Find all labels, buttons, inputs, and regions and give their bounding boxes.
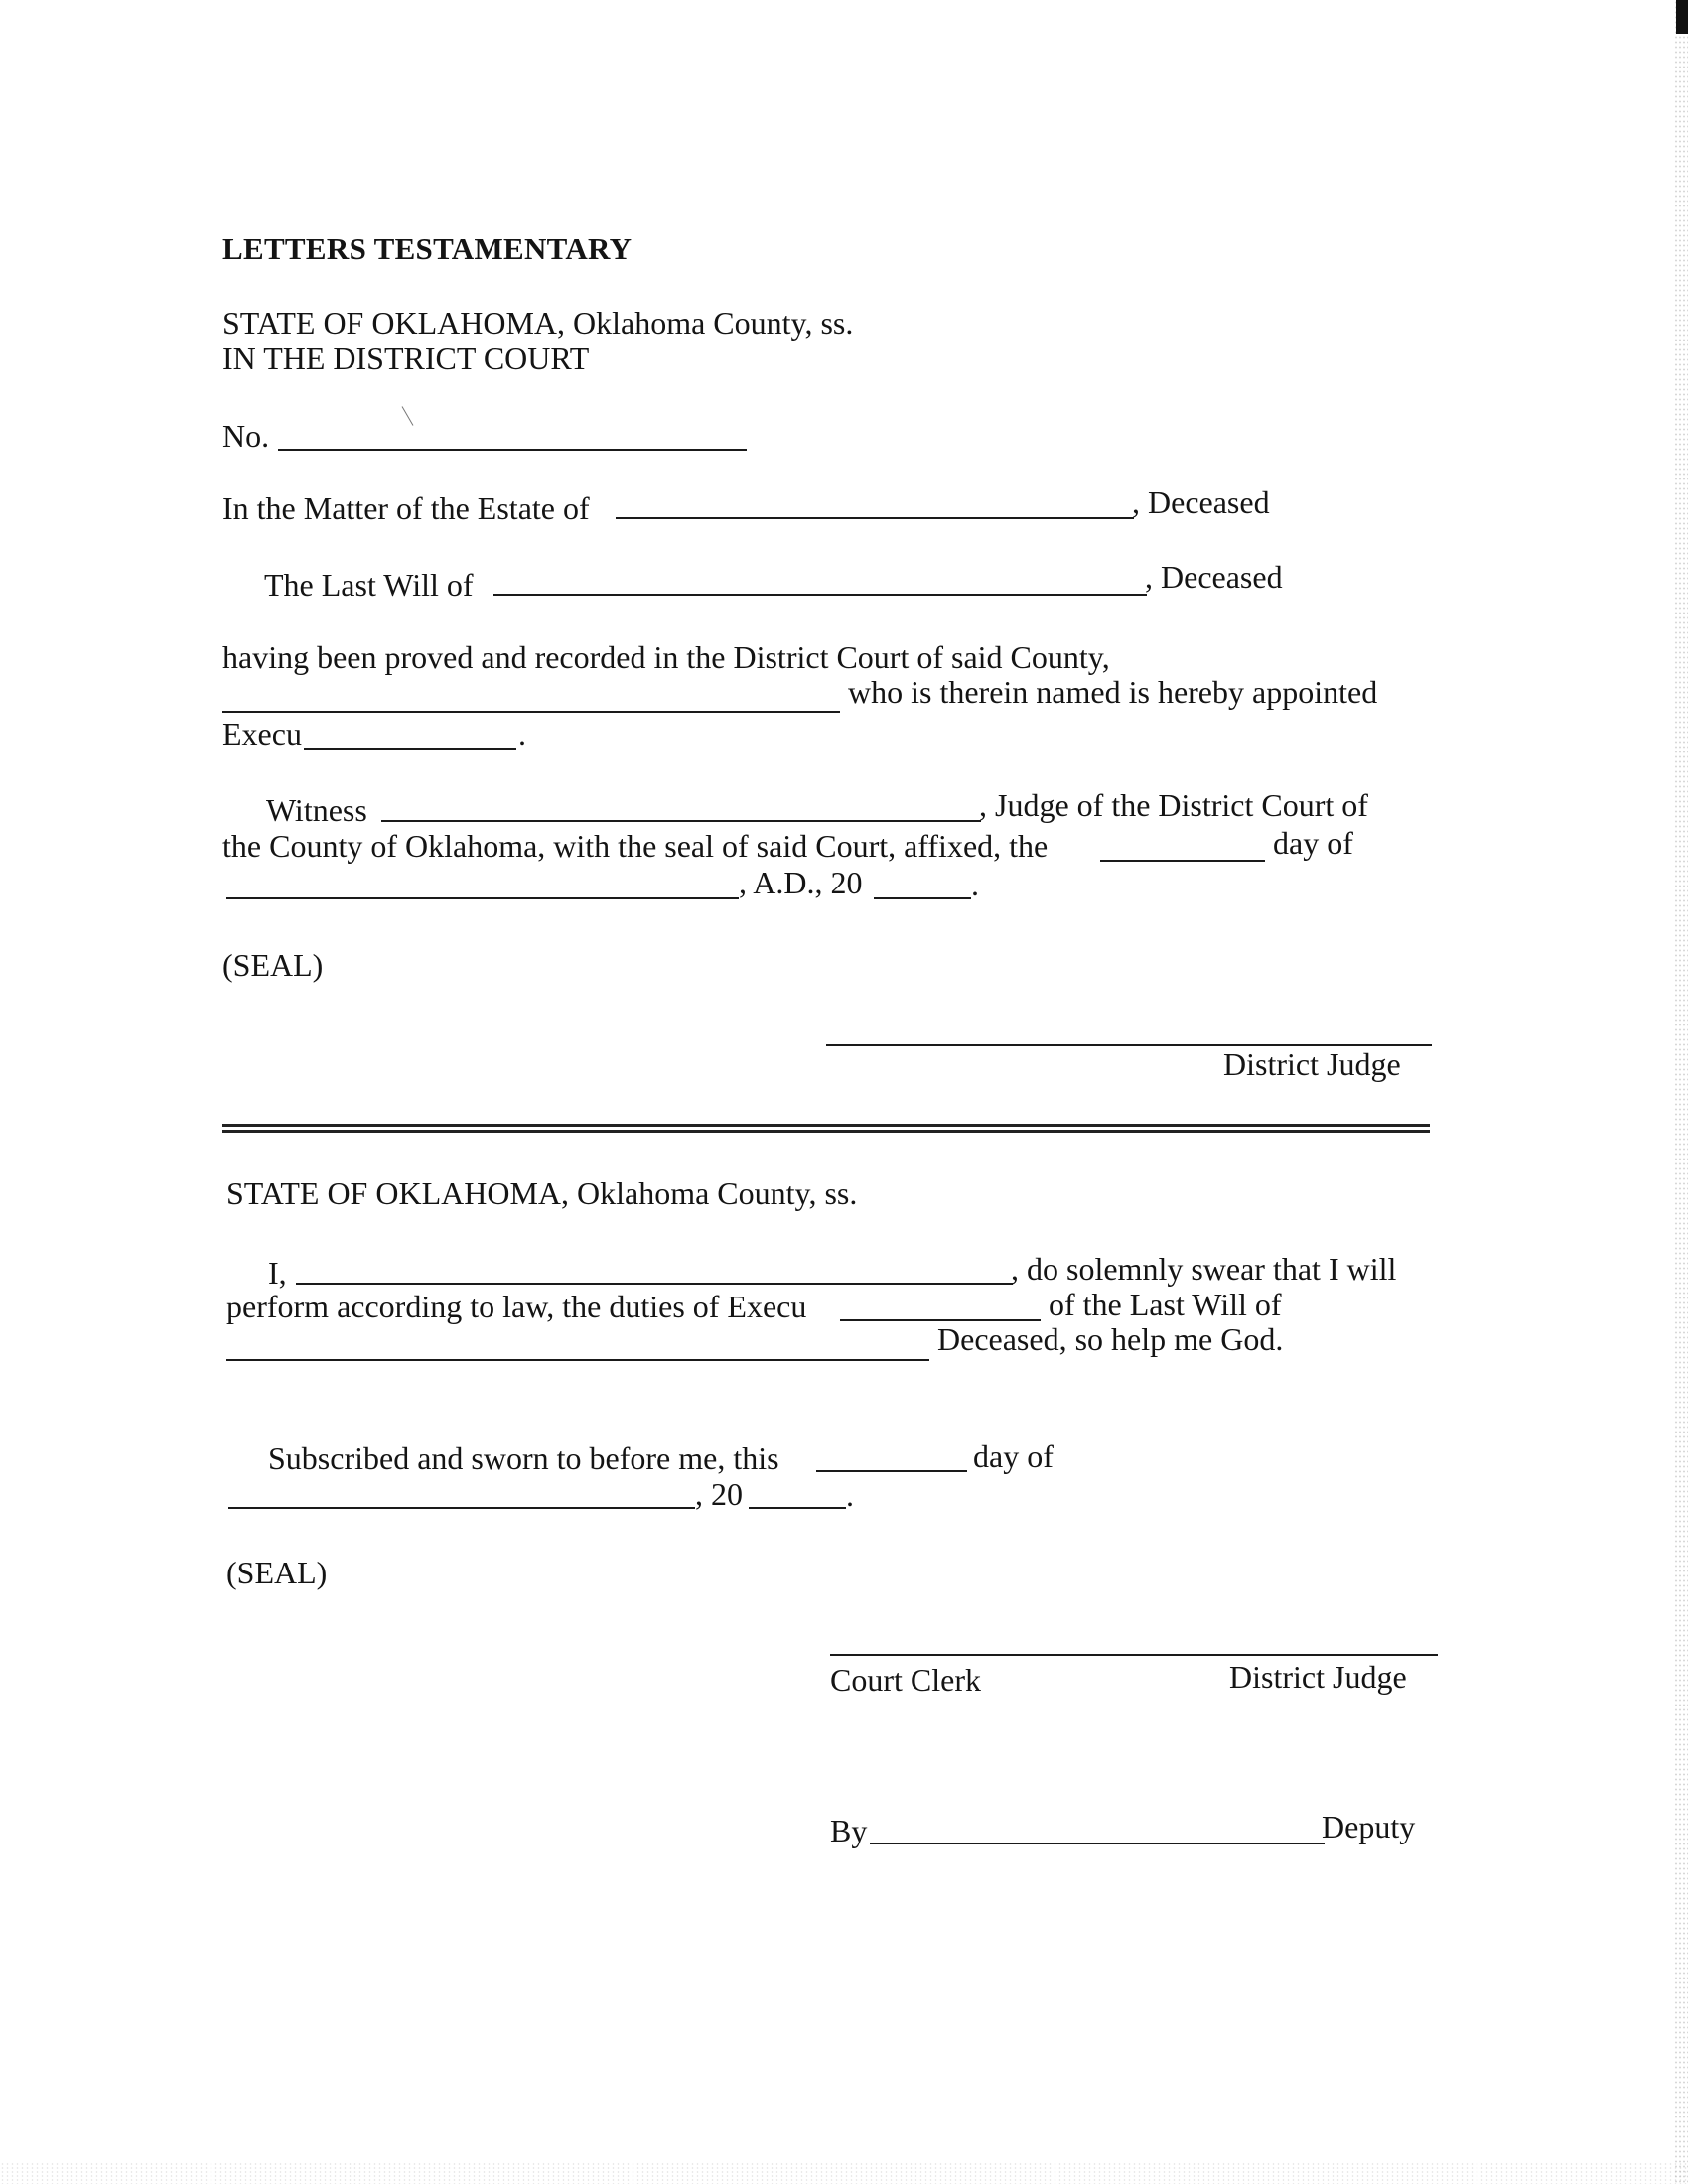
last-will-name-field[interactable] — [493, 594, 1147, 596]
execu-label: Execu — [222, 716, 302, 751]
subscribed-year-label: , 20 — [695, 1476, 743, 1512]
proved-recorded-text: having been proved and recorded in the District Court of said County, — [222, 639, 1110, 675]
court-header: IN THE DISTRICT COURT — [222, 341, 590, 376]
appointed-text: who is therein named is hereby appointed — [848, 674, 1378, 710]
deputy-label: Deputy — [1322, 1809, 1416, 1844]
witness-period: . — [971, 867, 979, 902]
scan-stray-mark — [402, 406, 414, 426]
oath-name-field[interactable] — [296, 1283, 1013, 1285]
perform-duties-text: perform according to law, the duties of Execu — [226, 1289, 807, 1324]
witness-label: Witness — [266, 792, 367, 828]
deputy-by-label: By — [830, 1813, 868, 1848]
section-divider — [222, 1124, 1430, 1133]
judge-of-district-court-text: , Judge of the District Court of — [979, 787, 1368, 823]
oath-district-judge-label: District Judge — [1229, 1659, 1407, 1695]
subscribed-period: . — [846, 1477, 854, 1513]
solemnly-swear-text: , do solemnly swear that I will — [1011, 1251, 1397, 1287]
witness-year-field[interactable] — [874, 897, 971, 899]
scan-registration-mark — [1676, 0, 1688, 34]
executor-name-field[interactable] — [222, 711, 840, 713]
last-will-deceased-label: , Deceased — [1145, 559, 1283, 595]
deputy-signature-field[interactable] — [870, 1843, 1325, 1844]
oath-seal-label: (SEAL) — [226, 1555, 328, 1590]
estate-label: In the Matter of the Estate of — [222, 490, 590, 526]
witness-day-of-label: day of — [1273, 825, 1353, 861]
oath-decedent-field[interactable] — [226, 1359, 929, 1361]
case-number-label: No. — [222, 418, 270, 454]
scan-noise-right-edge — [1674, 0, 1688, 2184]
district-judge-label: District Judge — [1223, 1046, 1401, 1082]
estate-deceased-label: , Deceased — [1132, 484, 1270, 520]
seal-label: (SEAL) — [222, 947, 324, 983]
execu-suffix-field[interactable] — [304, 748, 516, 750]
of-last-will-text: of the Last Will of — [1049, 1287, 1282, 1322]
scan-noise-bottom-edge — [0, 2162, 1688, 2184]
subscribed-day-of-label: day of — [973, 1438, 1054, 1474]
oath-i-label: I, — [268, 1255, 287, 1291]
court-clerk-label: Court Clerk — [830, 1662, 981, 1698]
document-title: LETTERS TESTAMENTARY — [222, 231, 633, 266]
subscribed-month-field[interactable] — [228, 1507, 695, 1509]
witness-day-field[interactable] — [1100, 860, 1265, 862]
oath-state-county-header: STATE OF OKLAHOMA, Oklahoma County, ss. — [226, 1175, 858, 1211]
estate-name-field[interactable] — [616, 517, 1134, 519]
case-number-field[interactable] — [278, 449, 747, 451]
ad-year-label: , A.D., 20 — [739, 865, 863, 900]
court-clerk-signature-line[interactable] — [830, 1654, 1438, 1656]
subscribed-day-field[interactable] — [816, 1470, 967, 1472]
execu-period: . — [518, 716, 526, 751]
witness-month-field[interactable] — [226, 897, 739, 899]
county-seal-text: the County of Oklahoma, with the seal of said Court, affixed, the — [222, 828, 1049, 864]
state-county-header: STATE OF OKLAHOMA, Oklahoma County, ss. — [222, 305, 854, 341]
subscribed-year-field[interactable] — [749, 1507, 846, 1509]
so-help-me-god-text: Deceased, so help me God. — [937, 1321, 1284, 1357]
subscribed-sworn-text: Subscribed and sworn to before me, this — [268, 1440, 779, 1476]
last-will-label: The Last Will of — [264, 567, 474, 603]
witness-judge-field[interactable] — [381, 820, 981, 822]
